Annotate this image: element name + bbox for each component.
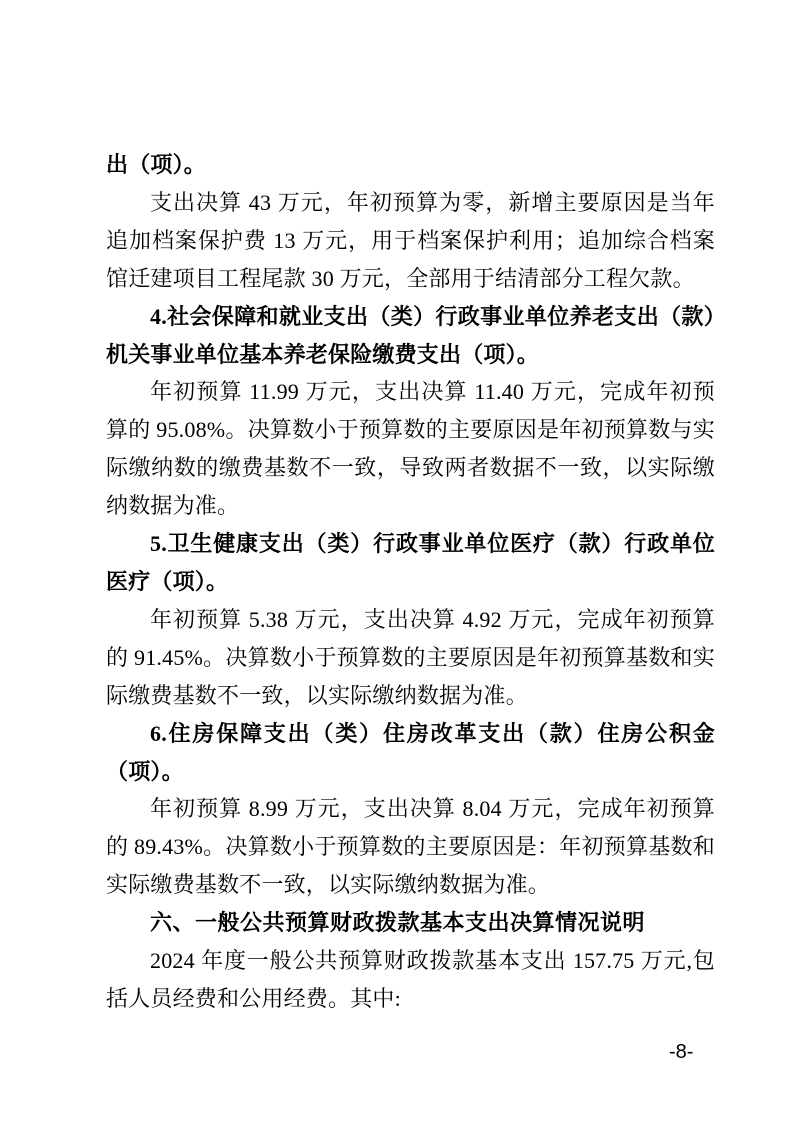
paragraph-social-security-detail: 年初预算 11.99 万元，支出决算 11.40 万元，完成年初预算的 95.08%。决算数小于预算数的主要原因是年初预算数与实际缴纳数的缴费基数不一致，导致两者数据不一致，以实际缴纳数据为准。 [106, 379, 715, 519]
heading-4-social-security-employment: 4.社会保障和就业支出（类）行政事业单位养老支出（款）机关事业单位基本养老保险缴费支出（项）。 [106, 303, 715, 367]
heading-5-health: 5.卫生健康支出（类）行政事业单位医疗（款）行政单位医疗（项）。 [106, 531, 715, 594]
section-heading-basic-expenditure: 六、一般公共预算财政拨款基本支出决算情况说明 [150, 910, 646, 936]
heading-6-housing: 6.住房保障支出（类）住房改革支出（款）住房公积金（项）。 [106, 720, 715, 784]
continued-heading-expenditure-item: 出（项）。 [106, 152, 207, 177]
paragraph-health-detail: 年初预算 5.38 万元，支出决算 4.92 万元，完成年初预算的 91.45%。决算数小于预算数的主要原因是年初预算基数和实际缴费基数不一致，以实际缴纳数据为准。 [106, 606, 715, 708]
document-body [106, 146, 715, 1018]
page-number: -8- [669, 1041, 694, 1063]
paragraph-housing-detail: 年初预算 8.99 万元，支出决算 8.04 万元，完成年初预算的 89.43%。决算数小于预算数的主要原因是：年初预算基数和实际缴费基数不一致，以实际缴纳数据为准。 [106, 796, 715, 898]
paragraph-expenditure-43: 支出决算 43 万元，年初预算为零，新增主要原因是当年追加档案保护费 13 万元，用于档案保护利用；追加综合档案馆迁建项目工程尾款 30 万元，全部用于结清部分工程欠款。 [106, 189, 715, 291]
paragraph-basic-expenditure-total: 2024 年度一般公共预算财政拨款基本支出 157.75 万元,包括人员经费和公用经费。其中: [106, 948, 715, 1011]
